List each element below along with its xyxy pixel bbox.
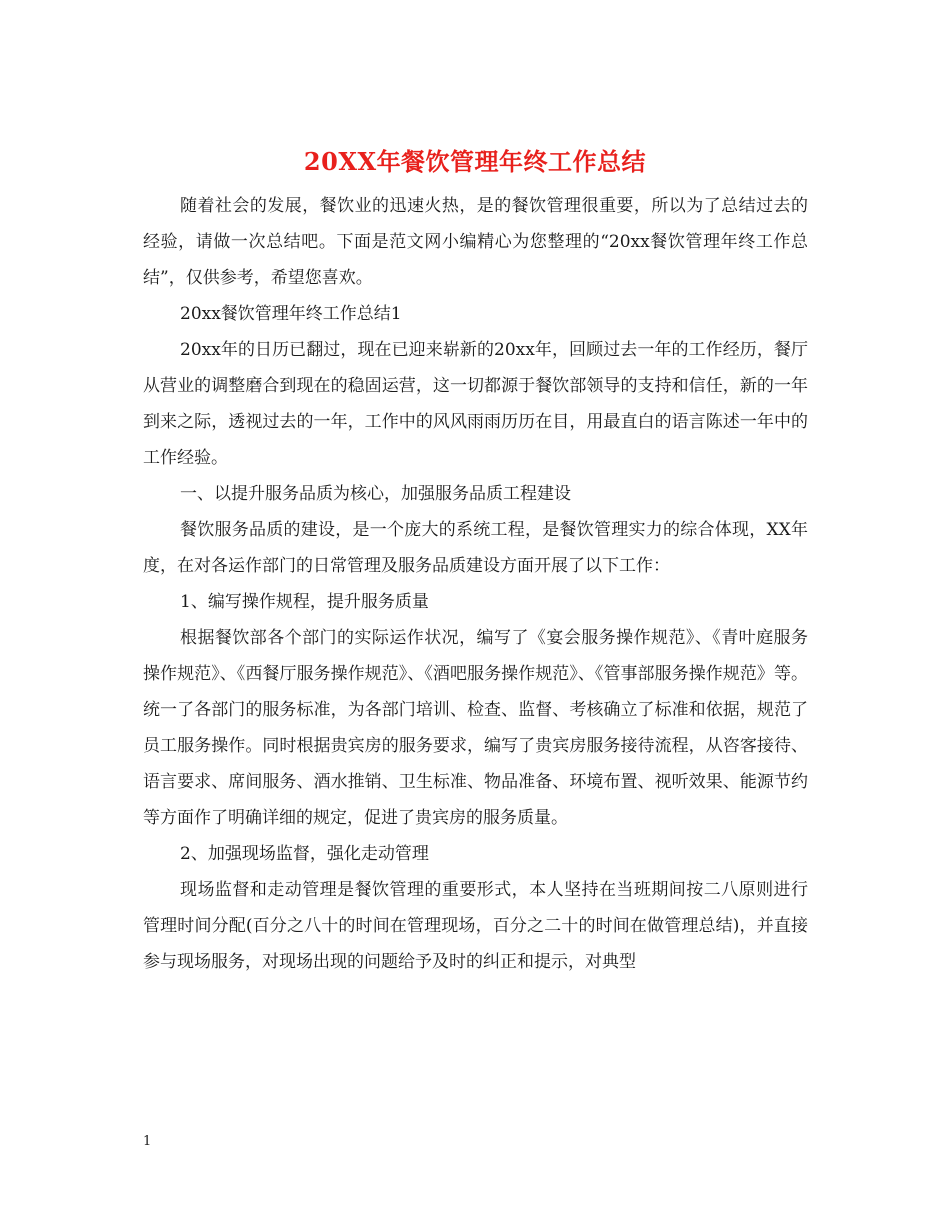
body-paragraph: 餐饮服务品质的建设，是一个庞大的系统工程，是餐饮管理实力的综合体现，XX年度，在对各运作部门的日常管理及服务品质建设方面开展了以下工作：: [143, 520, 808, 576]
intro-paragraph: 随着社会的发展，餐饮业的迅速火热，是的餐饮管理很重要，所以为了总结过去的经验，请做一次总结吧。下面是范文网小编精心为您整理的“20xx餐饮管理年终工作总结”，仅供参考，希望您喜欢。: [143, 196, 808, 288]
item-heading: 2、加强现场监督，强化走动管理: [180, 844, 429, 864]
body-paragraph: 20xx年的日历已翻过，现在已迎来崭新的20xx年，回顾过去一年的工作经历，餐厅从营业的调整磨合到现在的稳固运营，这一切都源于餐饮部领导的支持和信任，新的一年到来之际，透视过去的一年，工作中的风风雨雨历历在目，用最直白的语言陈述一年中的工作经验。: [143, 340, 808, 468]
section-heading: 20xx餐饮管理年终工作总结1: [180, 304, 402, 324]
subsection-heading: 一、以提升服务品质为核心，加强服务品质工程建设: [180, 484, 571, 504]
body-paragraph: 现场监督和走动管理是餐饮管理的重要形式，本人坚持在当班期间按二八原则进行管理时间分配(百分之八十的时间在管理现场，百分之二十的时间在做管理总结)，并直接参与现场服务，对现场出现的问题给予及时的纠正和提示，对典型: [143, 880, 808, 972]
document-title: 20XX年餐饮管理年终工作总结: [303, 147, 647, 176]
page-number: 1: [143, 1134, 152, 1149]
item-heading: 1、编写操作规程，提升服务质量: [180, 592, 429, 612]
document-body: [143, 188, 808, 980]
body-paragraph: 根据餐饮部各个部门的实际运作状况，编写了《宴会服务操作规范》、《青叶庭服务操作规范》、《西餐厅服务操作规范》、《酒吧服务操作规范》、《管事部服务操作规范》等。统一了各部门的服务标准，为各部门培训、检查、监督、考核确立了标准和依据，规范了员工服务操作。同时根据贵宾房的服务要求，编写了贵宾房服务接待流程，从咨客接待、语言要求、席间服务、酒水推销、卫生标准、物品准备、环境布置、视听效果、能源节约等方面作了明确详细的规定，促进了贵宾房的服务质量。: [143, 628, 808, 828]
